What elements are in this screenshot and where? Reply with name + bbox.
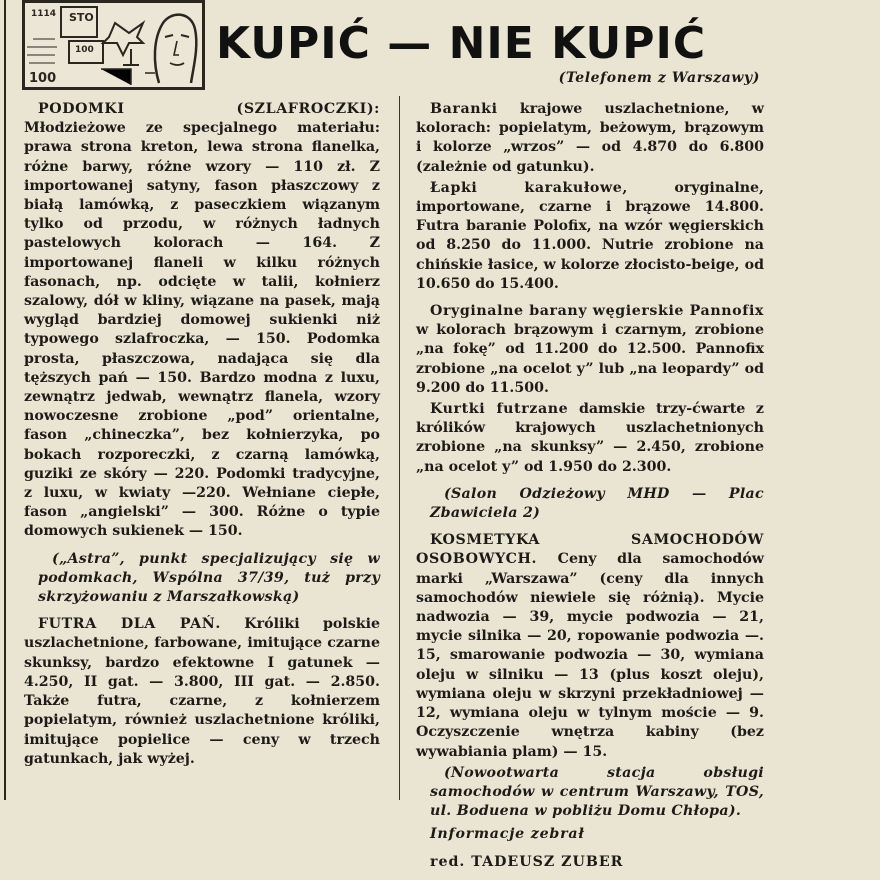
article-kurtki <box>416 400 764 477</box>
article-kosmetyka <box>416 531 764 761</box>
baranki-body: krajowe uszlachetnione, w kolorach: popielatym, beżowym, brązowym i kolorze „wrzos” — od 4.870 do 6.800 (zależnie od gatunku). <box>416 101 764 175</box>
pannofix-body: w kolorach brązowym i czarnym, zrobione „na fokę” od 11.200 do 12.500. Pannofix zrobione „na ocelot y” lub „na leopardy” od 9.200 do 11.500. <box>416 322 764 396</box>
article-pannofix <box>416 302 764 398</box>
podomki-heading: PODOMKI (SZLAFROCZKI): <box>38 101 380 117</box>
logo-label-mid: 100 <box>75 45 94 55</box>
column-divider <box>399 96 400 800</box>
article-baranki <box>416 100 764 177</box>
pannofix-heading: Oryginalne barany węgierskie Pannofix <box>430 303 764 320</box>
source-tos: (Nowootwarta stacja obsługi samochodów w centrum Warszawy, TOS, ul. Boduena w pobliżu Domu Chłopa). <box>430 764 764 820</box>
podomki-body: Młodzieżowe ze specjalnego materiału: prawa strona kreton, lewa strona flanelka, różne barwy, różne wzory — 110 zł. Z importowanej satyny, fason płaszczowy z białą lamówką, z paseczkiem wiązanym tylko od przodu, w różnych ładnych pastelowych kolorach — 164. Z importowanej flaneli w kilku różnych fasonach, np. odcięte w talii, kołnierz szalowy, dół w kliny, wiązane na pasek, mają wygląd bardziej domowej sukienki niż typowego szlafroczka, — 150. Podomka prosta, płaszczowa, nadająca się dla tęższych pań — 150. Bardzo modna z luxu, zewnątrz jedwab, wewnątrz flanela, wzory nowoczesne zrobione „pod” orientalne, fason „chineczka”, bez kołnierzyka, po bokach rozporeczki, z czarną lamówką, guziki ze skóry — 220. Podomki tradycyjne, z luxu, w kwiaty —220. Wełniane ciepłe, fason „angielski” — 300. Różne o typie domowych sukienek — 150. <box>24 120 380 540</box>
lapki-body-b: na wzór węgierskich od 8.250 do 11.000. <box>416 218 764 254</box>
column-logo <box>22 0 205 90</box>
kosmetyka-heading: KOSMETYKA SAMOCHODÓW OSOBOWYCH. <box>416 532 764 568</box>
author-signature: red. TADEUSZ ZUBER <box>430 853 624 870</box>
article-futra <box>24 615 380 769</box>
kosmetyka-body: Ceny dla samochodów marki „Warszawa” (ceny dla innych samochodów niewiele się różnią). Mycie nadwozia — 39, mycie podwozia — 21, mycie silnika — 20, ropowanie podwozia —. 15, smarowanie podwozia — 30, wymiana oleju w silniku — 13 (plus koszt oleju), wymiana oleju w skrzyni przekładniowej — 12, wymiana oleju w tylnym moście — 9. Oczyszczenie wnętrza kabiny (bez wywabiania plam) — 15. <box>416 551 764 760</box>
source-astra: („Astra”, punkt specjalizujący się w podomkach, Wspólna 37/39, tuż przy skrzyżowaniu z Marszałkowską) <box>38 550 380 606</box>
left-column <box>24 100 380 777</box>
article-lapki <box>416 179 764 294</box>
kurtki-body: damskie trzy-ćwarte z królików krajowych uszlachetnionych zrobione „na skunksy” — 2.450, zrobione „na ocelot y” od 1.950 do 2.300. <box>416 401 764 475</box>
credit-line: Informacje zebrał <box>430 826 585 843</box>
lapki-body-c: zrobione na chińskie łasice, w kolorze złocisto-beige, od 10.650 do 15.400. <box>416 237 764 292</box>
futra-heading: FUTRA DLA PAŃ. <box>38 616 221 633</box>
dateline: (Telefonem z Warszawy) <box>558 70 760 86</box>
polofix-name: Polofix, <box>533 218 592 235</box>
lapki-body-a: oryginalne, importowane, czarne i brązowe 14.800. Futra baranie <box>416 179 764 235</box>
page-title: KUPIĆ — NIE KUPIĆ <box>216 18 707 69</box>
baranki-heading: Baranki <box>430 101 498 117</box>
futra-body: Króliki polskie uszlachetnione, farbowane, imitujące czarne skunksy, bardzo efektowne I gatunek — 4.250, II gat. — 3.800, III gat. — 2.850. Także futra, czarne, z kołnierzem popielatym, również uszlachetnione króliki, imitujące popielice — ceny w trzech gatunkach, jak wyżej. <box>24 616 381 767</box>
logo-label-top: STO <box>69 11 94 24</box>
nutrie-name: Nutrie <box>601 237 654 254</box>
article-podomki <box>24 100 380 542</box>
left-margin-rule <box>4 0 6 800</box>
kurtki-heading: Kurtki futrzane <box>430 401 569 418</box>
right-column <box>416 100 764 880</box>
lapki-heading: Łapki karakułowe, <box>430 179 628 196</box>
logo-label-bottom: 100 <box>29 71 57 86</box>
source-salon: (Salon Odzieżowy MHD — Plac Zbawiciela 2) <box>430 485 764 522</box>
logo-corner-text: 1114 <box>31 9 57 19</box>
